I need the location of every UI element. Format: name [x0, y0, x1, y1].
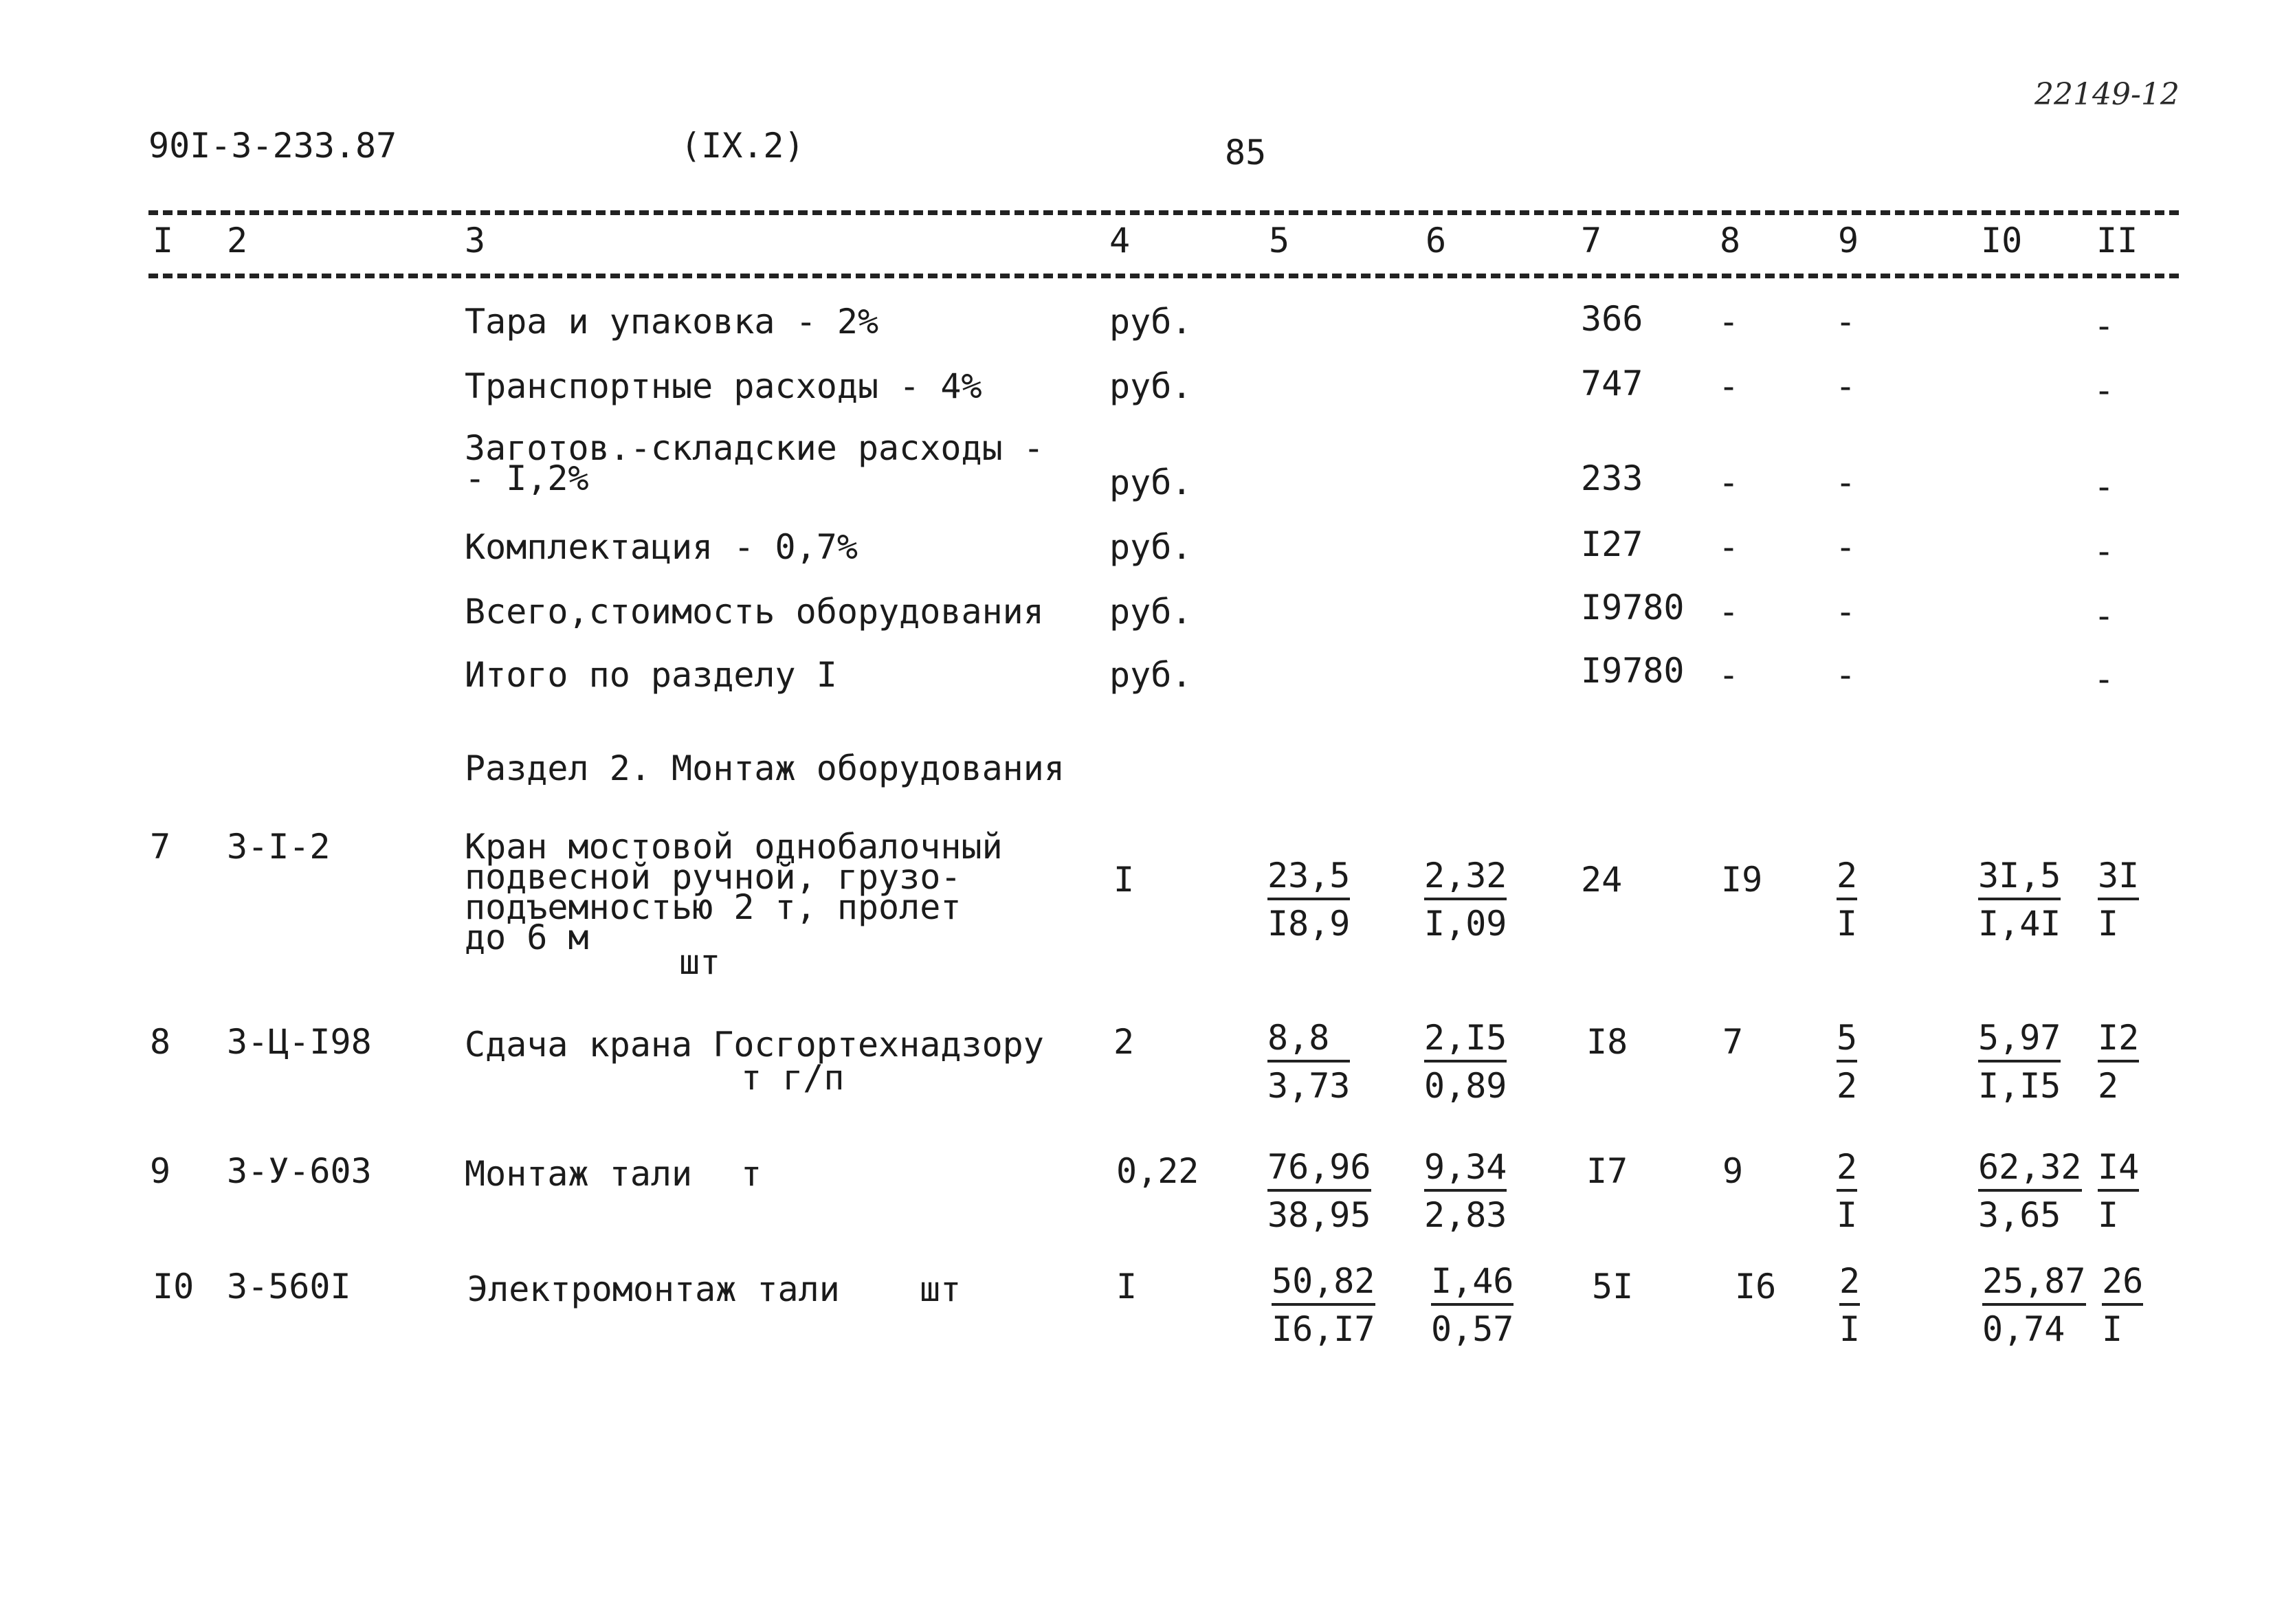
row-unit: т	[741, 1154, 762, 1194]
row-col7: I8	[1586, 1022, 1628, 1062]
row-col9	[1839, 1262, 1860, 1348]
summary-row-col8: -	[1718, 655, 1740, 695]
row-col6-bottom: 0,57	[1431, 1309, 1514, 1349]
summary-row-col7: I27	[1581, 524, 1643, 564]
summary-row-col11: -	[2094, 659, 2115, 699]
summary-row-col7: 747	[1581, 364, 1643, 403]
row-col5-bottom: I6,I7	[1272, 1309, 1375, 1349]
row-col5-top: 76,96	[1267, 1148, 1371, 1192]
summary-row-col8: -	[1718, 527, 1740, 567]
row-unit: т г/п	[741, 1058, 845, 1098]
row-number: 8	[150, 1022, 171, 1062]
row-code: 3-560I	[227, 1267, 351, 1306]
col-header-11: II	[2096, 221, 2138, 260]
row-col9-bottom: I	[1839, 1309, 1861, 1349]
row-col6	[1424, 1019, 1507, 1105]
section-title: Раздел 2. Монтаж оборудования	[465, 748, 1065, 788]
row-col10-bottom: 0,74	[1982, 1309, 2065, 1349]
row-quantity: I	[1113, 860, 1135, 900]
row-col11-top: 3I	[2098, 856, 2139, 900]
row-col5	[1267, 1148, 1371, 1234]
row-col6-bottom: 2,83	[1424, 1195, 1507, 1235]
summary-row-col9: -	[1835, 655, 1856, 695]
row-col8: 9	[1722, 1151, 1744, 1191]
col-header-5: 5	[1269, 221, 1290, 260]
summary-row-unit: руб.	[1109, 366, 1193, 406]
document-code: 90I-3-233.87	[148, 126, 397, 166]
row-number: 7	[150, 827, 171, 867]
summary-row-col8: -	[1718, 366, 1740, 406]
row-unit: шт	[679, 942, 721, 982]
row-col8: I6	[1735, 1267, 1777, 1306]
summary-row-col7: 366	[1581, 299, 1643, 339]
row-code: 3-Ц-I98	[227, 1022, 372, 1062]
row-col10-top: 3I,5	[1978, 856, 2061, 900]
section-reference: (IX.2)	[680, 126, 805, 166]
summary-row-name: Заготов.-складские расходы - - I,2%	[465, 428, 1044, 498]
summary-row-col9: -	[1835, 592, 1856, 632]
summary-row-name: Транспортные расходы - 4%	[465, 366, 982, 406]
summary-row-unit: руб.	[1109, 592, 1193, 632]
row-col9-bottom: I	[1837, 904, 1858, 944]
summary-row-col7: 233	[1581, 458, 1643, 498]
row-col9-top: 5	[1837, 1019, 1857, 1063]
summary-row-name: Итого по разделу I	[465, 655, 837, 695]
summary-row-name: Комплектация - 0,7%	[465, 527, 858, 567]
row-col11-bottom: I	[2102, 1309, 2123, 1349]
row-col8: 7	[1722, 1022, 1744, 1062]
row-col5	[1272, 1262, 1375, 1348]
row-col6-bottom: I,09	[1424, 904, 1507, 944]
row-quantity: I	[1116, 1267, 1138, 1306]
row-col9-bottom: I	[1837, 1195, 1858, 1235]
summary-row-unit: руб.	[1109, 302, 1193, 342]
row-col9-bottom: 2	[1837, 1066, 1858, 1106]
row-col6-top: 2,I5	[1424, 1019, 1507, 1063]
col-header-4: 4	[1109, 221, 1131, 260]
summary-row-col9: -	[1835, 463, 1856, 502]
row-col11-top: I2	[2098, 1019, 2139, 1063]
header-rule-bottom	[148, 274, 2179, 278]
summary-row-col7: I9780	[1581, 588, 1685, 627]
row-number: 9	[150, 1151, 171, 1191]
row-number: I0	[153, 1267, 195, 1306]
row-name: Кран мостовой однобалочный подвесной ручной, грузо- подъемностью 2 т, пролет до 6 м	[465, 827, 1003, 957]
summary-row-col11: -	[2094, 467, 2115, 507]
summary-row-col7: I9780	[1581, 651, 1685, 691]
summary-row-col8: -	[1718, 592, 1740, 632]
summary-row-col8: -	[1718, 302, 1740, 342]
row-col9	[1837, 1148, 1857, 1234]
row-col6-top: 2,32	[1424, 856, 1507, 900]
summary-row-name: Всего,стоимость оборудования	[465, 592, 1044, 632]
row-col7: 24	[1581, 860, 1623, 900]
summary-row-col8: -	[1718, 463, 1740, 502]
col-header-1: I	[153, 221, 174, 260]
row-col9	[1837, 856, 1857, 943]
row-name: Монтаж тали	[465, 1154, 693, 1194]
row-col7: I7	[1586, 1151, 1628, 1191]
row-code: 3-I-2	[227, 827, 331, 867]
row-col5-bottom: I8,9	[1267, 904, 1351, 944]
row-col11-top: 26	[2102, 1262, 2143, 1306]
row-quantity: 2	[1113, 1022, 1135, 1062]
summary-row-unit: руб.	[1109, 463, 1193, 502]
row-col10	[1978, 1148, 2082, 1234]
col-header-2: 2	[227, 221, 248, 260]
row-col10-top: 5,97	[1978, 1019, 2061, 1063]
row-col6	[1424, 1148, 1507, 1234]
row-col9-top: 2	[1837, 1148, 1857, 1192]
row-col6	[1424, 856, 1507, 943]
row-col6-top: 9,34	[1424, 1148, 1507, 1192]
row-col5-bottom: 3,73	[1267, 1066, 1351, 1106]
row-col11	[2098, 1019, 2139, 1105]
summary-row-col11: -	[2094, 306, 2115, 346]
row-col5	[1267, 856, 1350, 943]
row-col9-top: 2	[1839, 1262, 1860, 1306]
row-col5-top: 8,8	[1267, 1019, 1350, 1063]
page-number: 85	[1225, 133, 1267, 173]
col-header-6: 6	[1426, 221, 1447, 260]
row-unit: шт	[920, 1269, 962, 1309]
summary-row-col9: -	[1835, 366, 1856, 406]
row-col9-top: 2	[1837, 856, 1857, 900]
row-col6	[1431, 1262, 1514, 1348]
row-col5-top: 50,82	[1272, 1262, 1375, 1306]
row-col5-top: 23,5	[1267, 856, 1350, 900]
row-col10	[1978, 856, 2061, 943]
row-col11	[2102, 1262, 2143, 1348]
summary-row-col9: -	[1835, 527, 1856, 567]
col-header-10: I0	[1981, 221, 2023, 260]
row-col5-bottom: 38,95	[1267, 1195, 1371, 1235]
summary-row-unit: руб.	[1109, 527, 1193, 567]
row-name: Электромонтаж тали	[467, 1269, 840, 1309]
header-rule-top	[148, 210, 2179, 215]
row-col11	[2098, 1148, 2139, 1234]
summary-row-name: Тара и упаковка - 2%	[465, 302, 879, 342]
col-header-8: 8	[1720, 221, 1741, 260]
summary-row-col11: -	[2094, 596, 2115, 636]
row-col10	[1978, 1019, 2061, 1105]
row-col10-bottom: 3,65	[1978, 1195, 2061, 1235]
row-col10-top: 62,32	[1978, 1148, 2082, 1192]
col-header-9: 9	[1838, 221, 1859, 260]
col-header-3: 3	[465, 221, 486, 260]
row-col10-top: 25,87	[1982, 1262, 2086, 1306]
row-col10-bottom: I,4I	[1978, 904, 2061, 944]
row-col10-bottom: I,I5	[1978, 1066, 2061, 1106]
col-header-7: 7	[1581, 221, 1602, 260]
summary-row-col11: -	[2094, 370, 2115, 410]
row-col6-bottom: 0,89	[1424, 1066, 1507, 1106]
row-col11-bottom: 2	[2098, 1066, 2119, 1106]
summary-row-unit: руб.	[1109, 655, 1193, 695]
row-col9	[1837, 1019, 1857, 1105]
row-code: 3-У-603	[227, 1151, 372, 1191]
row-col6-top: I,46	[1431, 1262, 1514, 1306]
row-col11-bottom: I	[2098, 1195, 2119, 1235]
row-col8: I9	[1721, 860, 1763, 900]
row-col10	[1982, 1262, 2086, 1348]
row-col11-bottom: I	[2098, 904, 2119, 944]
row-col7: 5I	[1592, 1267, 1634, 1306]
row-col11	[2098, 856, 2139, 943]
archive-stamp: 22149-12	[2034, 77, 2180, 112]
row-col11-top: I4	[2098, 1148, 2139, 1192]
row-quantity: 0,22	[1116, 1151, 1199, 1191]
summary-row-col11: -	[2094, 531, 2115, 571]
row-col5	[1267, 1019, 1350, 1105]
row-name: Сдача крана Госгортехнадзору	[465, 1025, 1044, 1065]
summary-row-col9: -	[1835, 302, 1856, 342]
